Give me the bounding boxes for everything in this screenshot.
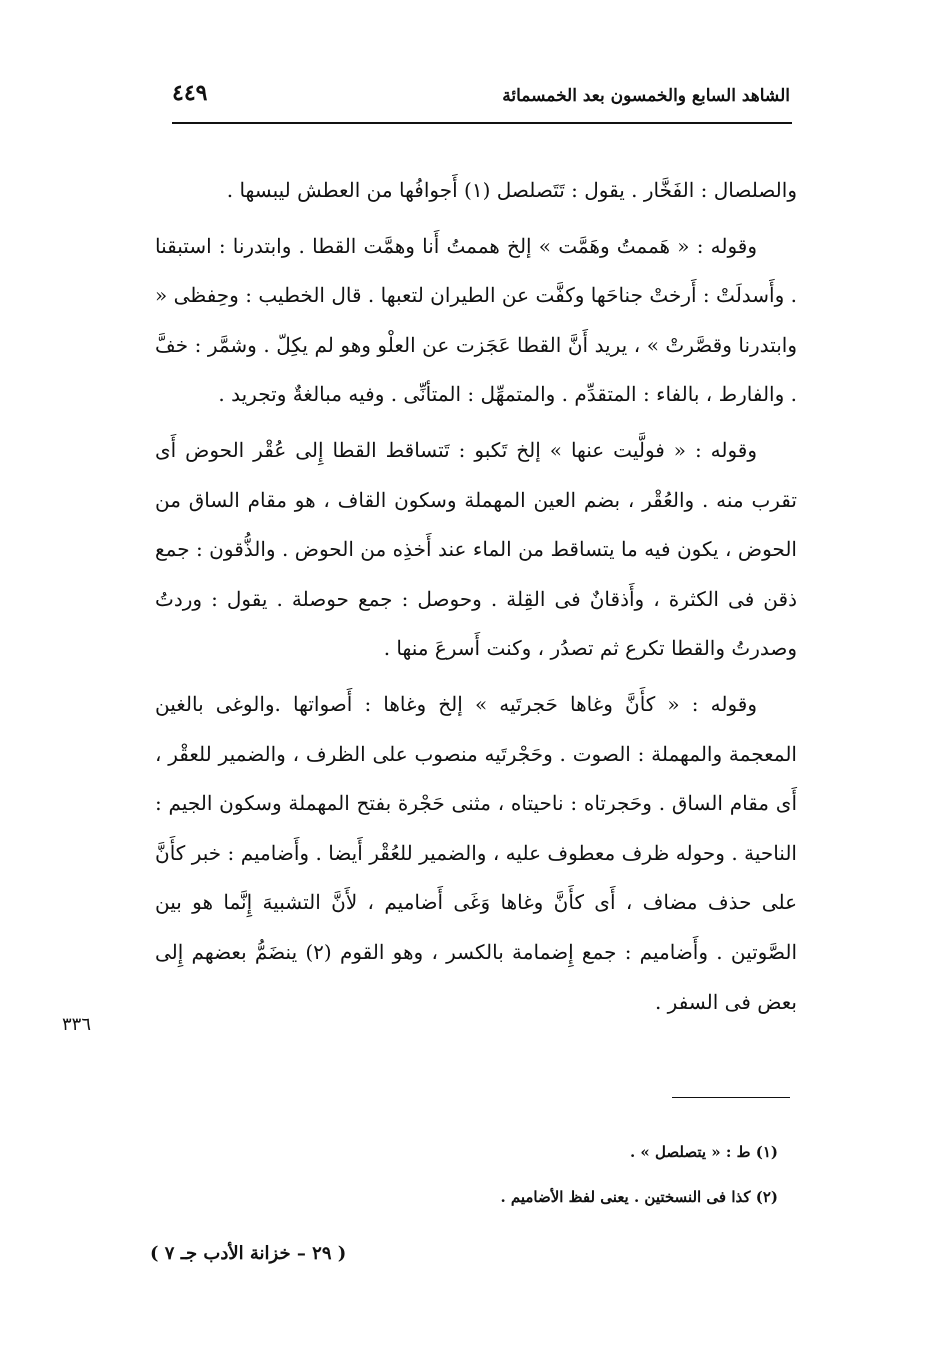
paragraph-4: وقوله : « كأَنَّ وغاها حَجرتَيه » إلخ وغاها : أَصواتها .والوغى بالغين المعجمة والمهملة : الصوت . وحَجْرتَيه منصوب على الظرف ، والضمير للعقْر ، أَى مقام الساق . وحَجرتاه : ناحيتاه ، مثنى حَجْرة بفتح المهملة وسكون الجيم : الناحية . وحوله ظرف معطوف عليه ، والضمير للعُقْر أَيضا . وأَضاميم : خبر كأَنَّ على حذف مضاف ، أَى كأَنَّ وغاها وَغَى أَضاميم ، لأَنَّ التشبيهَ إِنَّما هو بين الصَّوتين . وأَضاميم : جمع إِضمامة بالكسر ، وهو القوم (٢) ينضَمُّ بعضهم إِلى بعض فى السفر . xyxy=(155,691,797,1014)
header-rule xyxy=(172,122,792,124)
paragraph-3: وقوله : « فولَّيت عنها » إلخ تَكبو : تَتساقط القطا إِلى عُقْر الحوض أَى تقرب منه . والعُقْر ، بضم العين المهملة وسكون القاف ، هو مقام الساق من الحوض ، يكون فيه ما يتساقط من الماء عند أَخذِه من الحوض . والذُّقون : جمع ذقن فى الكثرة ، وأَذقانٌ فى القِلة . وحوصل : جمع حوصلة . يقول : وردتُ وصدرتُ والقطا تكرع ثم تصدُر ، وكنت أَسرعَ منها . xyxy=(155,437,797,661)
body-text xyxy=(155,166,797,1027)
footnote-1: (١) ط : « يتصلصل » . xyxy=(629,1143,778,1161)
paragraph-1: والصلصال : الفَخَّار . يقول : تَتَصلصل (١) أَجوافُها من العطش ليبسها . xyxy=(226,178,797,202)
footnote-2: (٢) كذا فى النسختين . يعنى لفظ الأضاميم . xyxy=(500,1188,778,1206)
page-number: ٤٤٩ xyxy=(172,80,208,106)
margin-number: ٣٣٦ xyxy=(62,1014,92,1035)
signature-line: ( ٢٩ – خزانة الأدب جـ ٧ ) xyxy=(150,1243,347,1264)
running-header xyxy=(172,66,790,106)
footnote-rule xyxy=(672,1097,790,1098)
header-title: الشاهد السابع والخمسون بعد الخمسمائة xyxy=(502,86,790,106)
footnotes xyxy=(300,1130,778,1220)
paragraph-2: وقوله : « هَممتُ وهَمَّت » إلخ هممتُ أَنا وهمَّت القطا . وابتدرنا : استبقنا . وأَسدلَتْ : أَرختْ جناحَها وكفَّت عن الطيران لتعبها . قال الخطيب : وحِفظى « وابتدرنا وقصَّرتْ » ، يريد أَنَّ القطا عَجَزت عن العلْو وهو لم يكِلّ . وشمَّر : خفَّ . والفارط ، بالفاء : المتقدِّم . والمتمهِّل : المتأنِّى . وفيه مبالغةٌ وتجريد . xyxy=(155,233,797,407)
